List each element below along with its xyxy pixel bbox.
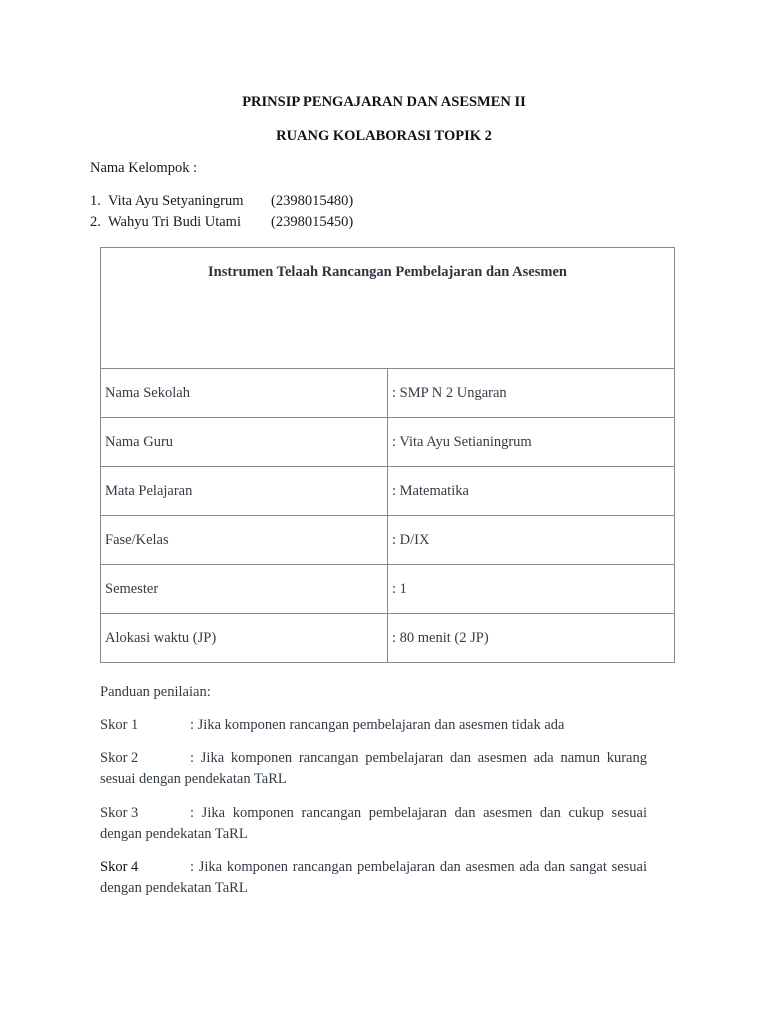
table-row (101, 614, 675, 663)
score-label: Skor 2 (100, 750, 139, 766)
score-item (100, 715, 647, 736)
member-item (90, 214, 353, 235)
member-name: Vita Ayu Setyaningrum (108, 193, 244, 209)
table-row (101, 467, 675, 516)
row-label: Alokasi waktu (JP) (101, 614, 388, 663)
instrument-table (100, 247, 675, 663)
table-row (101, 418, 675, 467)
row-value: : D/IX (388, 516, 675, 565)
row-label: Nama Guru (101, 418, 388, 467)
score-label: Skor 4 (100, 859, 139, 875)
member-id: (2398015450) (271, 214, 354, 230)
member-item (90, 193, 353, 214)
score-label: Skor 1 (100, 717, 139, 733)
table-row (101, 516, 675, 565)
row-value: : Matematika (388, 467, 675, 516)
member-name: Wahyu Tri Budi Utami (108, 214, 241, 230)
instrument-heading: Instrumen Telaah Rancangan Pembelajaran dan Asesmen (101, 248, 675, 369)
score-item (100, 857, 647, 899)
row-value: : 1 (388, 565, 675, 614)
group-label: Nama Kelompok : (90, 160, 198, 176)
score-text: : Jika komponen rancangan pembelajaran dan asesmen ada namun kurang sesuai dengan pendekatan TaRL (100, 750, 647, 787)
score-item (100, 803, 647, 845)
row-label: Mata Pelajaran (101, 467, 388, 516)
document-subtitle: RUANG KOLABORASI TOPIK 2 (276, 128, 492, 144)
row-label: Semester (101, 565, 388, 614)
table-row (101, 565, 675, 614)
row-value: : Vita Ayu Setianingrum (388, 418, 675, 467)
score-item (100, 748, 647, 790)
row-label: Nama Sekolah (101, 369, 388, 418)
score-text: : Jika komponen rancangan pembelajaran dan asesmen tidak ada (190, 717, 565, 733)
table-row (101, 369, 675, 418)
row-label: Fase/Kelas (101, 516, 388, 565)
document-title: PRINSIP PENGAJARAN DAN ASESMEN II (242, 94, 526, 110)
score-text: : Jika komponen rancangan pembelajaran dan asesmen dan cukup sesuai dengan pendekatan TaRL (100, 805, 647, 842)
score-label: Skor 3 (100, 805, 139, 821)
member-number: 1. (90, 193, 101, 209)
score-text: : Jika komponen rancangan pembelajaran dan asesmen ada dan sangat sesuai dengan pendekatan TaRL (100, 859, 647, 896)
member-list (90, 193, 353, 235)
row-value: : 80 menit (2 JP) (388, 614, 675, 663)
member-id: (2398015480) (271, 193, 354, 209)
row-value: : SMP N 2 Ungaran (388, 369, 675, 418)
member-number: 2. (90, 214, 101, 230)
guide-label: Panduan penilaian: (100, 684, 211, 700)
